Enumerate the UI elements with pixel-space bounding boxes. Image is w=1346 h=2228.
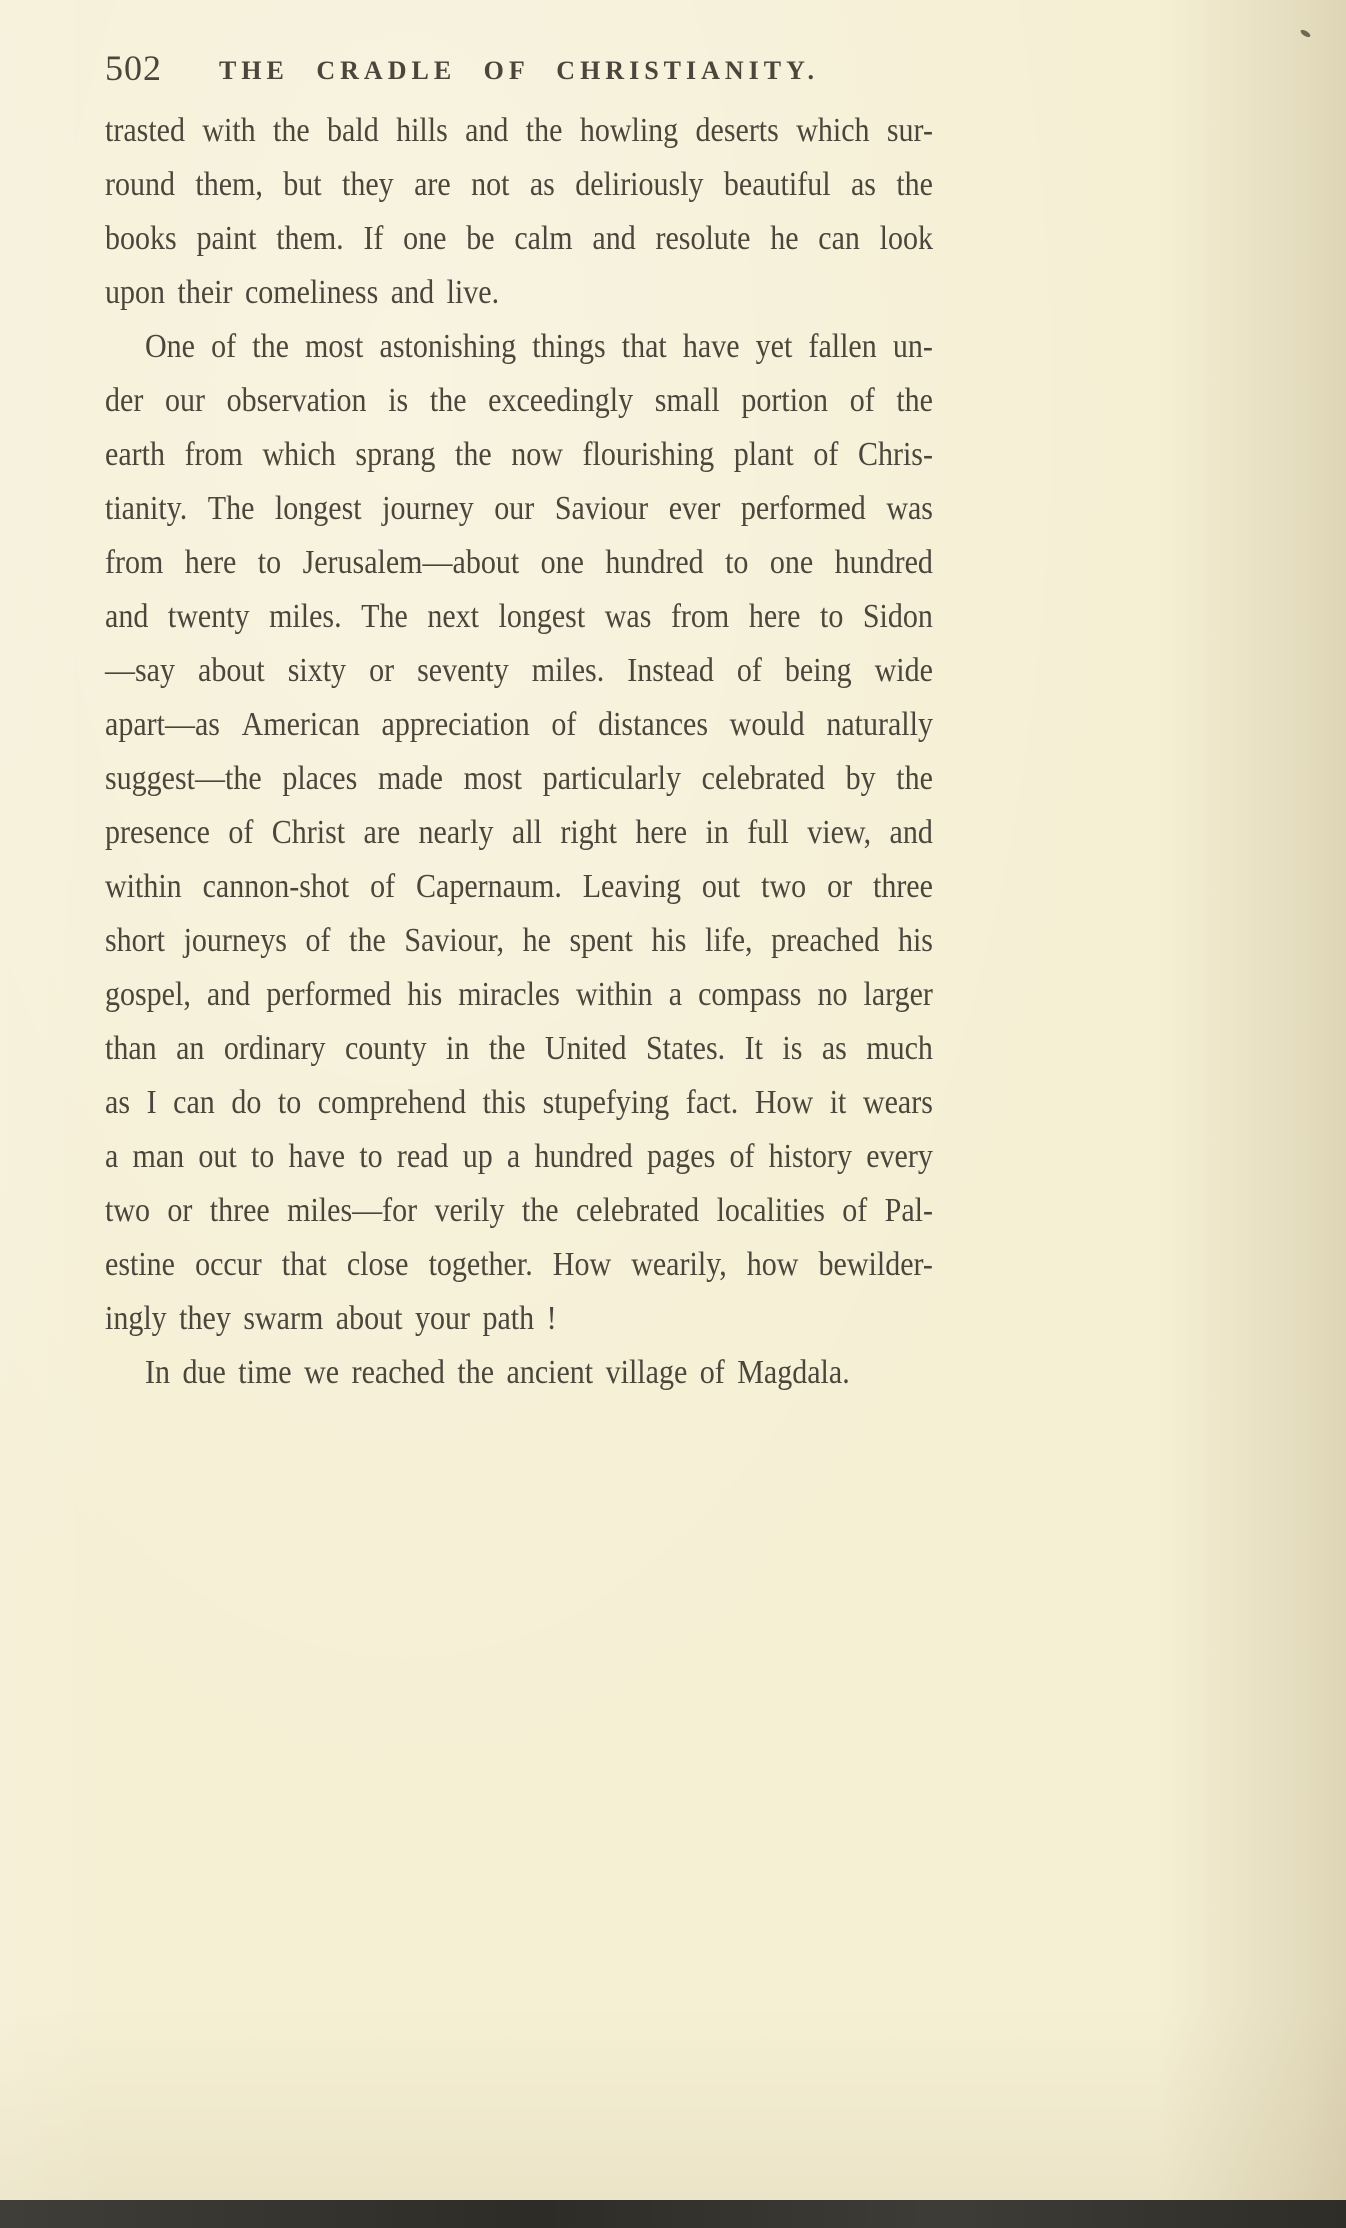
- text-line: estine occur that close together. How wearily, how bewilder-: [105, 1245, 933, 1283]
- text-line: a man out to have to read up a hundred pages of history every: [105, 1137, 933, 1175]
- text-line: One of the most astonishing things that have yet fallen un-: [145, 327, 933, 365]
- text-line: In due time we reached the ancient village of Magdala.: [145, 1353, 850, 1391]
- text-line: within cannon-shot of Capernaum. Leaving out two or three: [105, 867, 933, 905]
- ink-speck-mark: [1300, 28, 1312, 38]
- running-head-title: THE CRADLE OF CHRISTIANITY.: [218, 56, 820, 85]
- text-line: and twenty miles. The next longest was from here to Sidon: [105, 597, 933, 635]
- text-line: tianity. The longest journey our Saviour ever performed was: [105, 489, 933, 527]
- page-header: [105, 48, 933, 92]
- scan-edge-bar: [0, 2200, 1346, 2228]
- text-line: presence of Christ are nearly all right here in full view, and: [105, 813, 933, 851]
- text-line: earth from which sprang the now flourishing plant of Chris-: [105, 435, 933, 473]
- text-line: short journeys of the Saviour, he spent his life, preached his: [105, 921, 933, 959]
- page-number: 502: [105, 48, 162, 88]
- text-line: ingly they swarm about your path !: [105, 1299, 557, 1337]
- text-line: suggest—the places made most particularly celebrated by the: [105, 759, 933, 797]
- text-line: apart—as American appreciation of distances would naturally: [105, 705, 933, 743]
- page-body: [105, 104, 933, 1400]
- text-line: trasted with the bald hills and the howling deserts which sur-: [105, 111, 933, 149]
- text-line: —say about sixty or seventy miles. Instead of being wide: [105, 651, 933, 689]
- text-line: from here to Jerusalem—about one hundred to one hundred: [105, 543, 933, 581]
- text-line: gospel, and performed his miracles within a compass no larger: [105, 975, 933, 1013]
- text-line: round them, but they are not as deliriously beautiful as the: [105, 165, 933, 203]
- text-line: books paint them. If one be calm and resolute he can look: [105, 219, 933, 257]
- text-line: der our observation is the exceedingly small portion of the: [105, 381, 933, 419]
- text-line: as I can do to comprehend this stupefying fact. How it wears: [105, 1083, 933, 1121]
- text-line: two or three miles—for verily the celebrated localities of Pal-: [105, 1191, 933, 1229]
- text-line: than an ordinary county in the United States. It is as much: [105, 1029, 933, 1067]
- text-line: upon their comeliness and live.: [105, 273, 500, 311]
